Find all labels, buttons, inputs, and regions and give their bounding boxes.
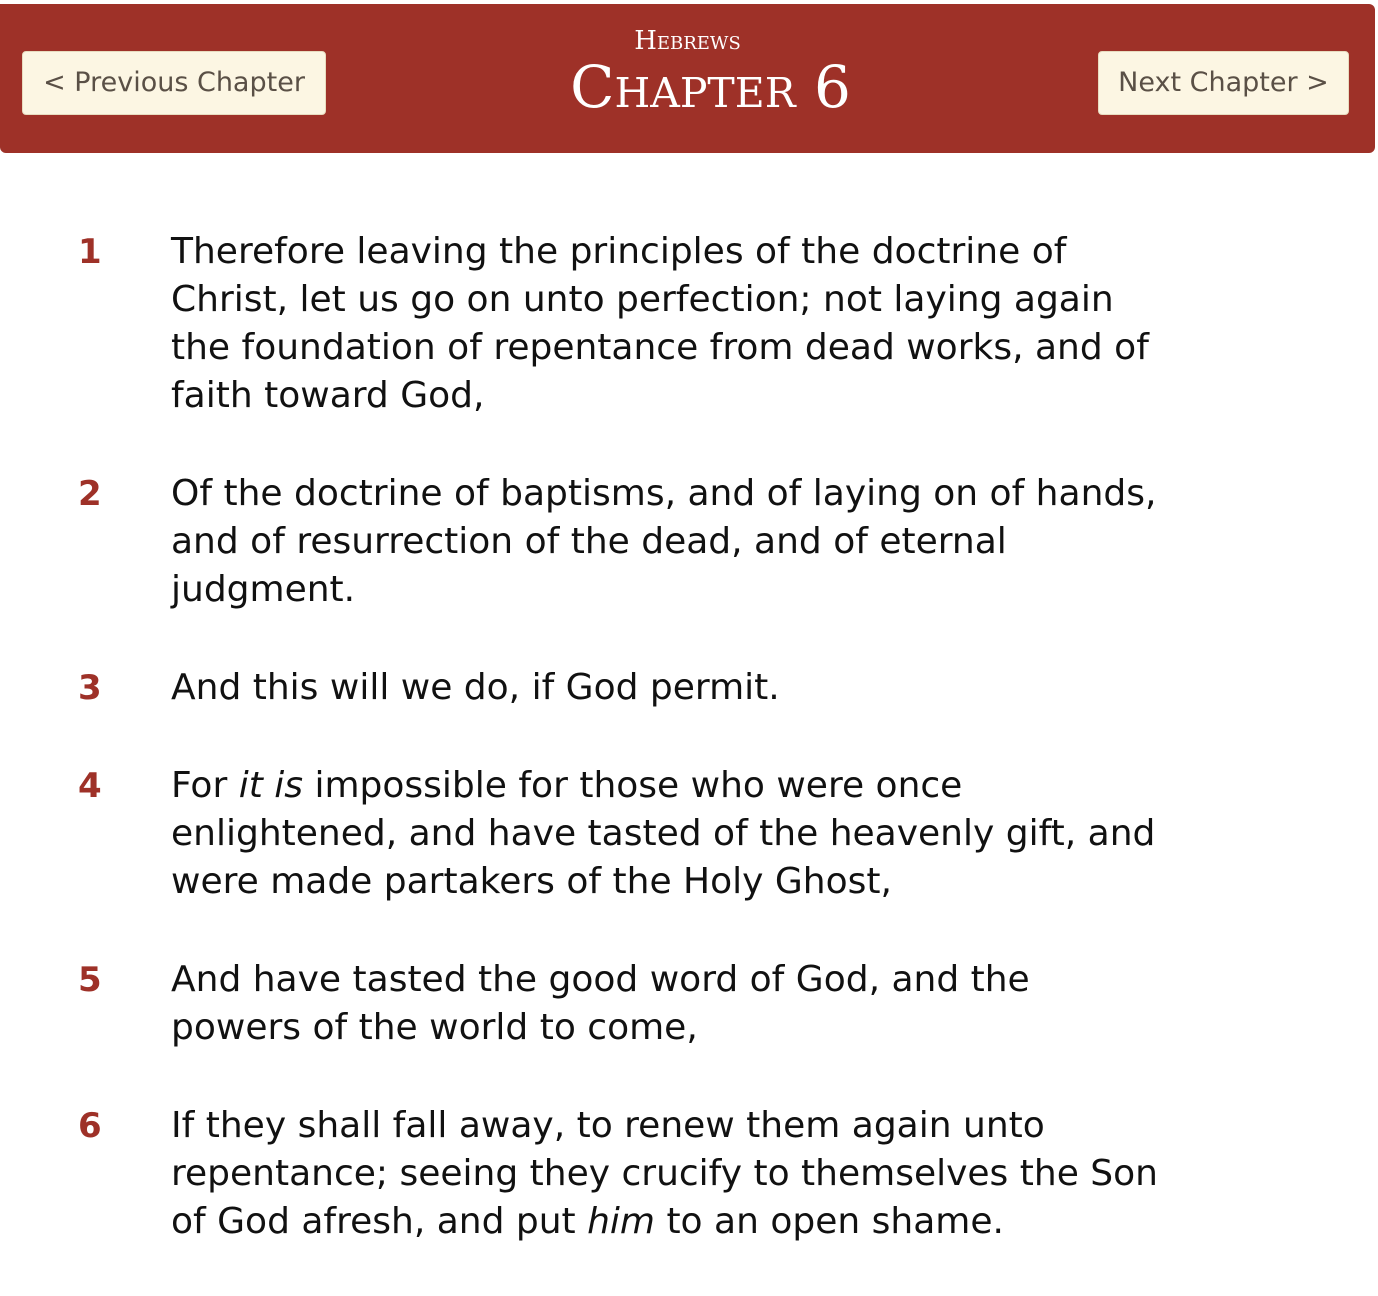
verse-line: the foundation of repentance from dead works, and of: [171, 327, 1149, 368]
verse-line: [171, 1198, 1301, 1246]
italic-text: it is: [238, 765, 304, 806]
previous-chapter-button[interactable]: < Previous Chapter: [22, 51, 326, 115]
verse-number: 2: [78, 474, 102, 514]
verse-number: 6: [78, 1106, 102, 1146]
verse-line: were made partakers of the Holy Ghost,: [171, 861, 892, 902]
verse-list: [0, 228, 1378, 1296]
verse-1: [0, 228, 1378, 420]
verse-line: Christ, let us go on unto perfection; not laying again: [171, 279, 1114, 320]
verse-3: [0, 664, 1378, 712]
verse-text-segment: For: [171, 765, 239, 806]
verse-5: [0, 956, 1378, 1052]
verse-number: 3: [78, 668, 102, 708]
verse-line: Therefore leaving the principles of the doctrine of: [171, 231, 1067, 272]
verse-line: judgment.: [171, 569, 356, 610]
chapter-title: Chapter 6: [570, 53, 851, 121]
verse-text-segment: of God afresh, and put: [171, 1201, 588, 1242]
verse-4: [0, 762, 1378, 906]
verse-text: [171, 762, 1301, 906]
verse-text: [171, 664, 1301, 712]
verse-text-segment: to an open shame.: [655, 1201, 1004, 1242]
verse-text: [171, 956, 1301, 1052]
verse-line: If they shall fall away, to renew them again unto: [171, 1105, 1045, 1146]
verse-line: Of the doctrine of baptisms, and of laying on of hands,: [171, 473, 1157, 514]
verse-line: powers of the world to come,: [171, 1007, 698, 1048]
italic-text: him: [587, 1201, 655, 1242]
verse-line: And this will we do, if God permit.: [171, 667, 780, 708]
verse-line: repentance; seeing they crucify to themselves the Son: [171, 1153, 1158, 1194]
verse-2: [0, 470, 1378, 614]
verse-line: and of resurrection of the dead, and of eternal: [171, 521, 1007, 562]
verse-text: [171, 470, 1301, 614]
next-chapter-button[interactable]: Next Chapter >: [1098, 51, 1349, 115]
verse-6: [0, 1102, 1378, 1246]
verse-number: 5: [78, 960, 102, 1000]
verse-line: [171, 762, 1301, 810]
verse-text: [171, 1102, 1301, 1246]
verse-line: And have tasted the good word of God, and the: [171, 959, 1030, 1000]
verse-number: 4: [78, 766, 102, 806]
chapter-header: [0, 4, 1375, 153]
verse-text-segment: impossible for those who were once: [303, 765, 963, 806]
verse-text: [171, 228, 1301, 420]
verse-number: 1: [78, 232, 102, 272]
book-title: Hebrews: [634, 26, 741, 56]
verse-line: faith toward God,: [171, 375, 485, 416]
verse-line: enlightened, and have tasted of the heavenly gift, and: [171, 813, 1156, 854]
